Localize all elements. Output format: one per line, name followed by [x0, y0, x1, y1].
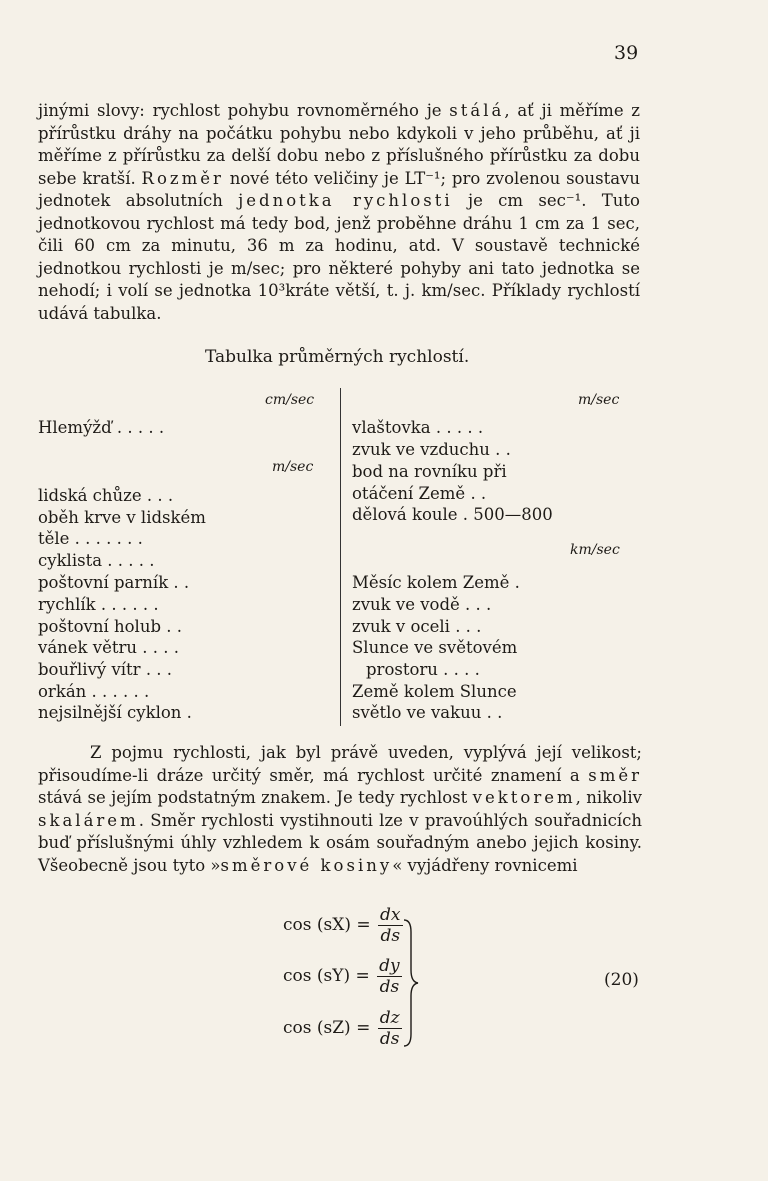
table-row-label: vánek větru . . . . — [38, 638, 179, 657]
table-row-label: cyklista . . . . . — [38, 551, 155, 570]
table-row-label: otáčení Země . . — [352, 484, 487, 503]
table-row-label: zvuk ve vzduchu . . — [352, 440, 511, 459]
table-row-label: Měsíc kolem Země . — [352, 573, 520, 592]
table-row-label: bouřlivý vítr . . . — [38, 660, 173, 679]
table-row-label: poštovní holub . . — [38, 617, 183, 636]
table-row-label: bod na rovníku při — [352, 462, 507, 481]
table-row-label: těle . . . . . . . — [38, 529, 143, 548]
table-row-label: nejsilnější cyklon . — [38, 703, 192, 722]
table-row-label: Slunce ve světovém — [352, 638, 518, 657]
table-row-label: vlaštovka . . . . . — [352, 418, 484, 437]
table-caption: Tabulka průměrných rychlostí. — [205, 347, 470, 367]
table-row-label: rychlík . . . . . . — [38, 595, 159, 614]
table-row-label: lidská chůze . . . — [38, 486, 174, 505]
table-row-label: oběh krve v lidském — [38, 508, 206, 527]
right-brace-icon — [402, 918, 420, 1048]
table-row-label: Země kolem Slunce — [352, 682, 517, 701]
paragraph-velocity-intro: jinými slovy: rychlost pohybu rovnoměrného je stálá, ať ji měříme z přírůstku dráhy na počátku pohybu nebo kdykoli v jeho průběhu, ať ji měříme z přírůstku za delší dobu nebo z příslušného přírůstku za dobu sebe kratší. Rozměr nové této veličiny je LT⁻¹; pro zvolenou soustavu jednotek absolutních jednotka rychlosti je cm sec⁻¹. Tuto jednotkovou rychlost má tedy bod, jenž proběhne dráhu 1 cm za 1 sec, čili 60 cm za minutu, 36 m za hodinu, atd. V soustavě technické jednotkou rychlosti je m/sec; pro některé pohyby ani tato jednotka se nehodí; i volí se jednotka 10³kráte větší, t. j. km/sec. Příklady rychlostí udává tabulka. — [38, 101, 641, 323]
table-row-label: dělová koule . 500—800 — [352, 505, 553, 524]
equation-cos-sz: cos (sZ) = $\frac{dz}{ds}$ — [283, 1008, 400, 1049]
equation-number: (20) — [604, 970, 639, 990]
left-unit-m-sec: m/sec — [272, 459, 314, 475]
table-row-label: poštovní parník . . — [38, 573, 190, 592]
right-unit-m-sec: m/sec — [578, 392, 620, 408]
table-row-label: prostoru . . . . — [366, 660, 480, 679]
equation-cos-sx: cos (sX) = $\frac{dx}{ds}$ — [283, 905, 401, 946]
table-row-label: zvuk ve vodě . . . — [352, 595, 492, 614]
paragraph-direction: Z pojmu rychlosti, jak byl právě uveden, vyplývá její velikost; přisoudíme-li dráze určitý směr, má rychlost určité znamení a směr stává se jejím podstatným znakem. Je tedy rychlost vektorem, nikoliv skalárem. Směr rychlosti vystihnouti lze v pravoúhlých souřadnicích buď příslušnými úhly vzhledem k osám souřadným anebo jejich kosiny. Všeobecně jsou tyto »směrové kosiny« vyjádřeny rovnicemi — [38, 743, 643, 875]
page-number: 39 — [614, 42, 639, 64]
table-row-label: Hlemýžď . . . . . — [38, 418, 165, 437]
equation-cos-sy: cos (sY) = $\frac{dy}{ds}$ — [283, 956, 400, 997]
table-row-label: zvuk v oceli . . . — [352, 617, 482, 636]
right-unit-km-sec: km/sec — [570, 542, 620, 558]
table-row-label: orkán . . . . . . — [38, 682, 150, 701]
table-divider — [340, 388, 341, 726]
table-row-label: světlo ve vakuu . . — [352, 703, 503, 722]
left-unit-cm-sec: cm/sec — [265, 392, 315, 408]
